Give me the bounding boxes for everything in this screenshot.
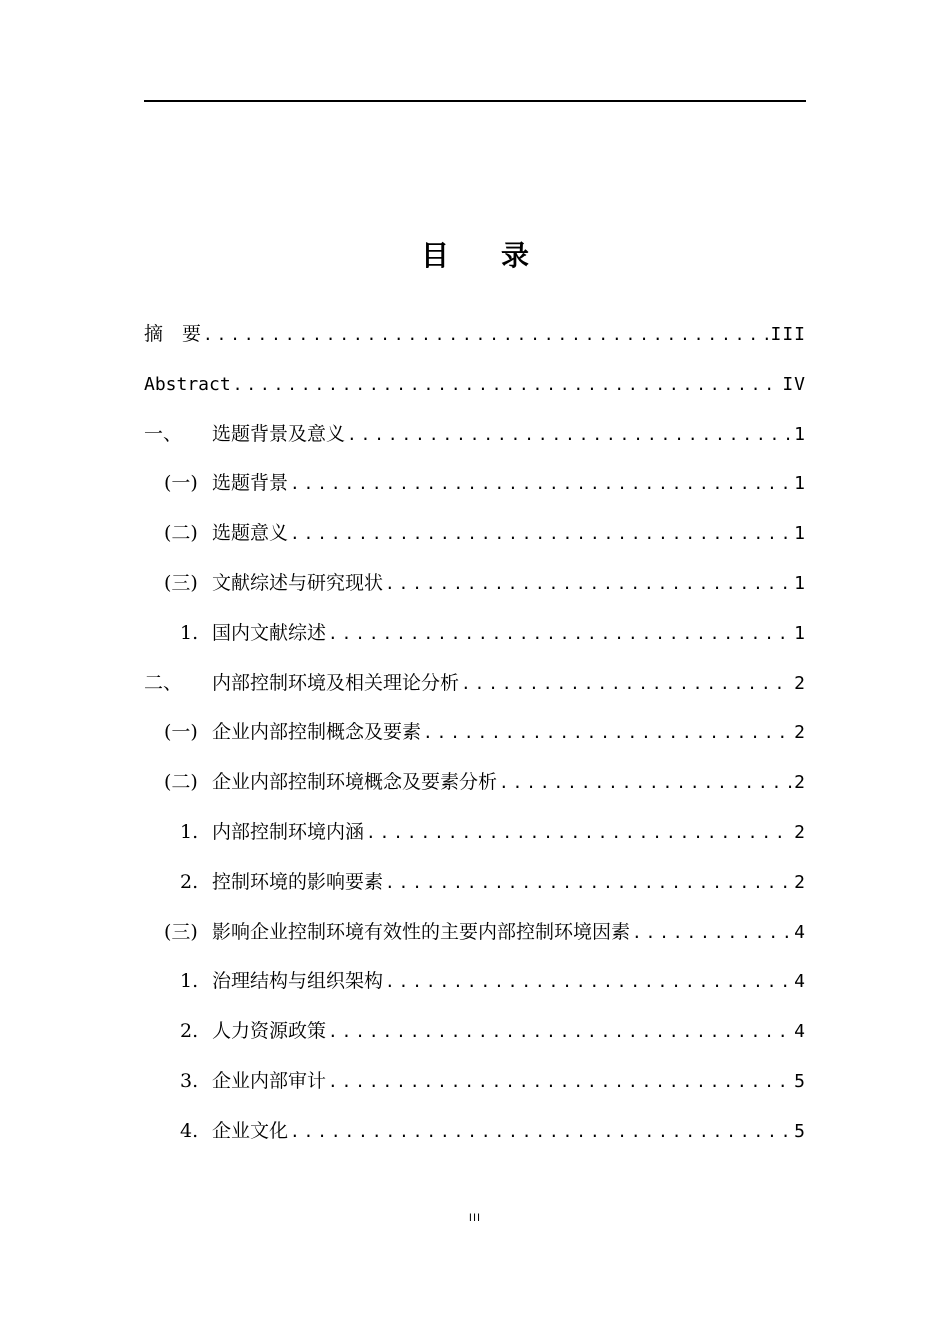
toc-entry-page: 1 [794,423,806,445]
toc-entry-number: 1. [180,820,199,843]
toc-entry-number: 4. [180,1119,199,1142]
toc-entry-label: 选题背景及意义 [212,422,346,445]
toc-entry-label: 文献综述与研究现状 [212,571,384,594]
toc-entry-page: 2 [794,722,806,744]
dot-leader [328,609,792,659]
toc-entry-page: 4 [794,921,806,943]
toc-entry-number: (二) [164,771,198,794]
toc-entry-page: 2 [794,871,806,893]
toc-entry-label: 企业内部审计 [212,1069,327,1092]
toc-entry-page: 1 [794,572,806,594]
toc-entry[interactable] [144,708,806,758]
dot-leader [366,808,792,858]
toc-entry-page: III [770,324,806,345]
toc-entry-number: (一) [164,721,198,744]
page-number: III [468,1212,482,1224]
toc-entry-number: (三) [164,920,198,943]
dot-leader [233,360,781,410]
toc-entry[interactable] [144,1057,806,1107]
toc-entry-label: 摘 要 [144,323,202,345]
dot-leader [290,1107,792,1157]
toc-entry-page: IV [782,373,806,395]
toc-entry[interactable] [144,758,806,808]
dot-leader [385,559,792,609]
toc-entry[interactable] [144,1107,806,1157]
dot-leader [385,858,792,908]
toc-entry-number: 一、 [144,422,183,445]
toc-entry-label: 治理结构与组织架构 [212,970,384,993]
toc-title [0,236,950,276]
toc-entry-label: 企业内部控制环境概念及要素分析 [212,771,498,794]
dot-leader [347,410,792,460]
toc-entry[interactable] [144,659,806,709]
toc-entry[interactable] [144,858,806,908]
toc-entry[interactable] [144,559,806,609]
toc-entry-number: 2. [180,870,199,893]
toc-entry-label: 选题背景 [212,472,289,495]
toc-entry[interactable] [144,908,806,958]
toc-entry[interactable] [144,957,806,1007]
toc-entry-label: 控制环境的影响要素 [212,870,384,893]
toc-entry-page: 2 [794,821,806,843]
toc-entry-label: Abstract [144,373,231,395]
dot-leader [632,908,792,958]
toc-entry-number: 1. [180,621,199,644]
toc-entry[interactable] [144,410,806,460]
dot-leader [499,758,792,808]
toc-list [144,310,806,1157]
toc-entry-number: 1. [180,970,199,993]
toc-entry-label: 企业文化 [212,1119,289,1142]
dot-leader [385,957,792,1007]
toc-entry[interactable] [144,1007,806,1057]
toc-entry-number: 3. [180,1069,199,1092]
toc-entry-page: 1 [794,523,806,545]
toc-entry-number: (三) [164,571,198,594]
toc-entry-page: 4 [794,1021,806,1043]
toc-entry-label: 国内文献综述 [212,621,327,644]
toc-entry-page: 5 [794,1070,806,1092]
toc-entry-number: (二) [164,522,198,545]
toc-entry-label: 影响企业控制环境有效性的主要内部控制环境因素 [212,920,631,943]
toc-entry-page: 1 [794,473,806,495]
toc-entry-number: 二、 [144,671,183,694]
toc-entry-label: 内部控制环境内涵 [212,820,365,843]
toc-entry[interactable] [144,609,806,659]
toc-entry-page: 4 [794,971,806,993]
dot-leader [328,1057,792,1107]
dot-leader [423,708,792,758]
toc-title-second: 录 [501,239,530,272]
dot-leader [290,509,792,559]
toc-entry[interactable] [144,360,806,410]
toc-entry[interactable] [144,310,806,360]
toc-entry-page: 5 [794,1120,806,1142]
toc-entry[interactable] [144,509,806,559]
dot-leader [290,459,792,509]
toc-entry-page: 2 [794,772,806,794]
toc-entry-label: 企业内部控制概念及要素 [212,721,422,744]
toc-entry-page: 1 [794,622,806,644]
toc-entry-page: 2 [794,672,806,694]
toc-entry[interactable] [144,808,806,858]
dot-leader [203,310,768,360]
toc-entry[interactable] [144,459,806,509]
toc-entry-label: 选题意义 [212,522,289,545]
toc-entry-label: 人力资源政策 [212,1020,327,1043]
header-rule [144,100,806,102]
dot-leader [461,659,792,709]
toc-entry-number: (一) [164,472,198,495]
toc-entry-label: 内部控制环境及相关理论分析 [212,671,460,694]
dot-leader [328,1007,792,1057]
toc-title-first: 目 [420,239,449,272]
toc-entry-number: 2. [180,1020,199,1043]
